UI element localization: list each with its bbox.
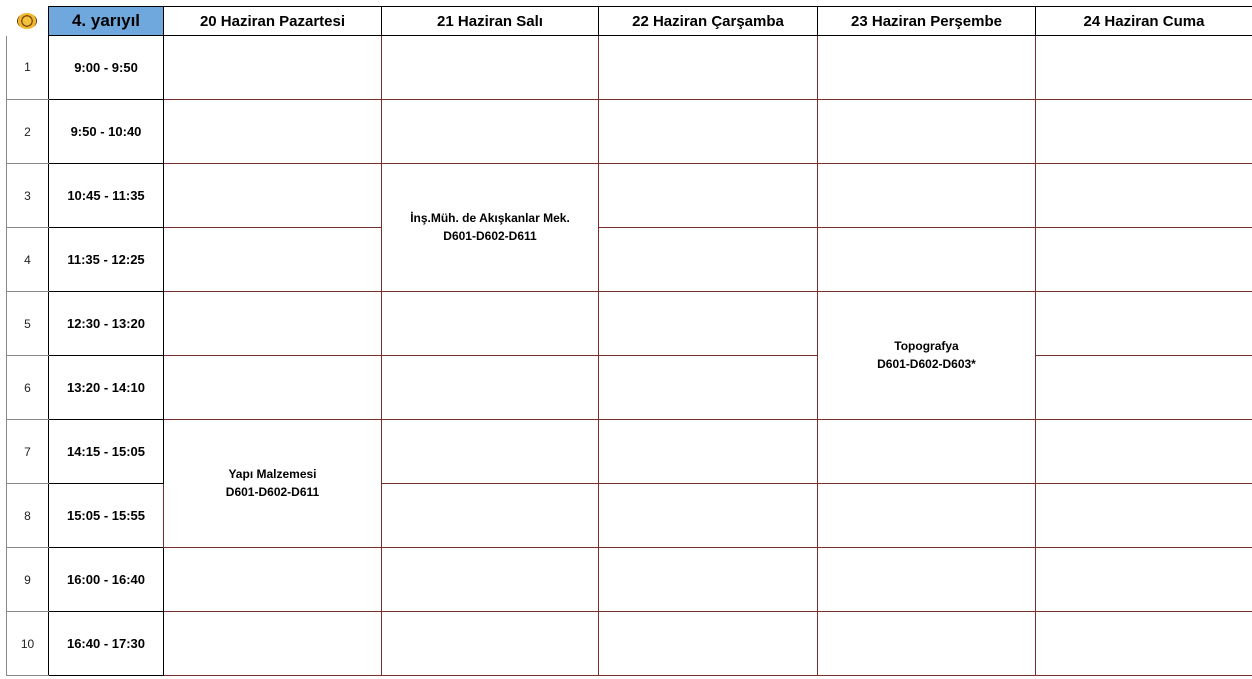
cell-empty (599, 612, 818, 676)
cell-empty (382, 484, 599, 548)
row-number: 5 (7, 292, 49, 356)
exam-cell-topography (818, 292, 1036, 420)
cell-empty (599, 548, 818, 612)
cell-empty (382, 420, 599, 484)
cell-empty (599, 356, 818, 420)
exam-rooms: D601-D602-D603* (877, 356, 976, 371)
day-tuesday: 21 Haziran Salı (382, 7, 599, 36)
cell-empty (599, 100, 818, 164)
cell-empty (1036, 164, 1252, 228)
table-row (7, 420, 1252, 484)
cell-empty (382, 100, 599, 164)
logo-cell (7, 7, 49, 36)
cell-empty (1036, 612, 1252, 676)
cell-empty (164, 612, 382, 676)
time-slot: 16:00 - 16:40 (49, 548, 164, 612)
row-number: 2 (7, 100, 49, 164)
table-row (7, 164, 1252, 228)
cell-empty (164, 164, 382, 228)
cell-empty (1036, 228, 1252, 292)
row-number: 6 (7, 356, 49, 420)
cell-empty (164, 36, 382, 100)
cell-empty (599, 420, 818, 484)
row-number: 9 (7, 548, 49, 612)
exam-rooms: D601-D602-D611 (443, 228, 537, 243)
time-slot: 9:50 - 10:40 (49, 100, 164, 164)
table-row (7, 356, 1252, 420)
row-number: 4 (7, 228, 49, 292)
cell-empty (164, 548, 382, 612)
cell-empty (599, 36, 818, 100)
table-row (7, 228, 1252, 292)
cell-empty (818, 420, 1036, 484)
semester-label: 4. yarıyıl (49, 7, 164, 36)
cell-empty (382, 36, 599, 100)
day-wednesday: 22 Haziran Çarşamba (599, 7, 818, 36)
time-slot: 11:35 - 12:25 (49, 228, 164, 292)
day-thursday: 23 Haziran Perşembe (818, 7, 1036, 36)
cell-empty (1036, 100, 1252, 164)
exam-rooms: D601-D602-D611 (225, 484, 320, 499)
cell-empty (1036, 484, 1252, 548)
cell-empty (818, 164, 1036, 228)
time-slot: 10:45 - 11:35 (49, 164, 164, 228)
cell-empty (164, 292, 382, 356)
exam-title: İnş.Müh. de Akışkanlar Mek. (410, 211, 570, 226)
cell-empty (164, 100, 382, 164)
cell-empty (382, 548, 599, 612)
table-row (7, 548, 1252, 612)
day-friday: 24 Haziran Cuma (1036, 7, 1252, 36)
time-slot: 15:05 - 15:55 (49, 484, 164, 548)
row-number: 7 (7, 420, 49, 484)
cell-empty (1036, 292, 1252, 356)
row-number: 8 (7, 484, 49, 548)
row-number: 3 (7, 164, 49, 228)
cell-empty (382, 292, 599, 356)
table-row (7, 292, 1252, 356)
cell-empty (599, 164, 818, 228)
exam-title: Yapı Malzemesi (228, 467, 317, 482)
table-row (7, 36, 1252, 100)
row-number: 1 (7, 36, 49, 100)
cell-empty (599, 292, 818, 356)
time-slot: 14:15 - 15:05 (49, 420, 164, 484)
schedule-table (6, 6, 1252, 676)
cell-empty (818, 36, 1036, 100)
table-row (7, 100, 1252, 164)
table-row (7, 612, 1252, 676)
day-monday: 20 Haziran Pazartesi (164, 7, 382, 36)
cell-empty (818, 100, 1036, 164)
cell-empty (164, 228, 382, 292)
cell-empty (1036, 420, 1252, 484)
cell-empty (818, 484, 1036, 548)
header-row (7, 7, 1252, 36)
cell-empty (1036, 36, 1252, 100)
cell-empty (164, 356, 382, 420)
cell-empty (599, 484, 818, 548)
row-number: 10 (7, 612, 49, 676)
exam-title: Topografya (894, 339, 959, 354)
cell-empty (1036, 548, 1252, 612)
cell-empty (382, 612, 599, 676)
exam-cell-fluids (382, 164, 599, 292)
university-seal-icon (17, 13, 37, 29)
cell-empty (382, 356, 599, 420)
exam-cell-materials (164, 420, 382, 548)
cell-empty (599, 228, 818, 292)
time-slot: 13:20 - 14:10 (49, 356, 164, 420)
cell-empty (818, 228, 1036, 292)
time-slot: 9:00 - 9:50 (49, 36, 164, 100)
cell-empty (1036, 356, 1252, 420)
cell-empty (818, 612, 1036, 676)
cell-empty (818, 548, 1036, 612)
time-slot: 12:30 - 13:20 (49, 292, 164, 356)
time-slot: 16:40 - 17:30 (49, 612, 164, 676)
